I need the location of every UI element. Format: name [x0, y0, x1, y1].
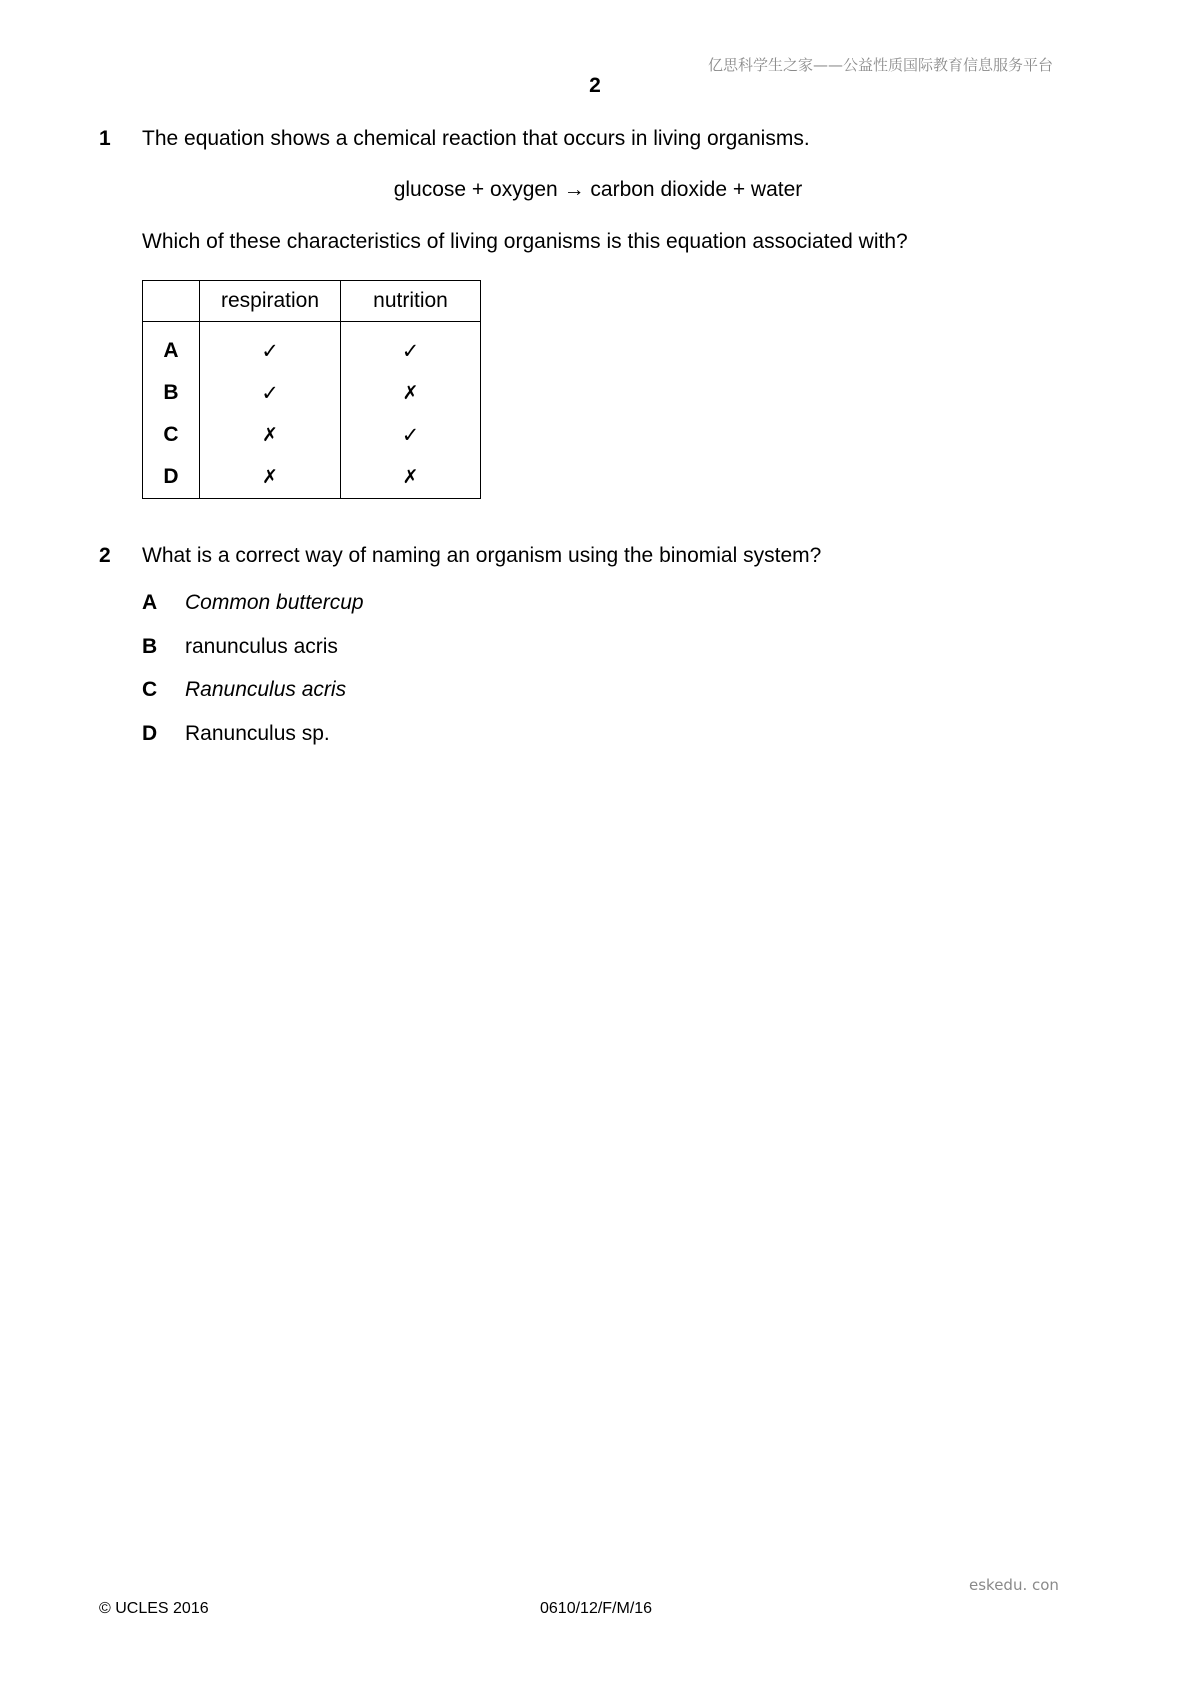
row-letter: A [143, 322, 200, 373]
option-d-letter: D [142, 722, 158, 745]
option-b-letter: B [142, 635, 158, 658]
option-d-text: Ranunculus sp. [185, 722, 330, 745]
check-icon: ✓ [200, 322, 341, 373]
header-watermark: 亿思科学生之家——公益性质国际教育信息服务平台 [707, 56, 1053, 74]
option-b-text: ranunculus acris [185, 635, 338, 658]
option-c-letter: C [142, 678, 158, 701]
table-row [143, 414, 481, 456]
check-icon: ✓ [341, 414, 481, 456]
option-a-letter: A [142, 591, 158, 614]
question-2-number: 2 [99, 544, 111, 567]
footer-copyright: © UCLES 2016 [99, 1600, 209, 1617]
table-header-respiration: respiration [200, 281, 341, 322]
table-row [143, 372, 481, 414]
row-letter: B [143, 372, 200, 414]
question-1-prompt: Which of these characteristics of living organisms is this equation associated with? [142, 230, 908, 253]
option-a-text: Common buttercup [185, 591, 364, 614]
question-2-text: What is a correct way of naming an organism using the binomial system? [142, 544, 822, 567]
check-icon: ✓ [200, 372, 341, 414]
table-header-row [143, 281, 481, 322]
question-1-answer-table [142, 280, 481, 499]
option-c-text: Ranunculus acris [185, 678, 347, 701]
table-row [143, 456, 481, 499]
question-1-equation: glucose + oxygen → carbon dioxide + water [393, 178, 803, 201]
cross-icon: ✗ [200, 414, 341, 456]
check-icon: ✓ [341, 322, 481, 373]
cross-icon: ✗ [200, 456, 341, 499]
cross-icon: ✗ [341, 456, 481, 499]
footer-paper-code: 0610/12/F/M/16 [540, 1600, 653, 1617]
table-row [143, 322, 481, 373]
table-header-nutrition: nutrition [341, 281, 481, 322]
table-header-blank [143, 281, 200, 322]
question-1-number: 1 [99, 127, 111, 150]
page-number: 2 [589, 74, 601, 97]
row-letter: C [143, 414, 200, 456]
footer-watermark: eskedu. con [969, 1576, 1059, 1594]
question-1-text: The equation shows a chemical reaction that occurs in living organisms. [142, 127, 810, 150]
row-letter: D [143, 456, 200, 499]
cross-icon: ✗ [341, 372, 481, 414]
